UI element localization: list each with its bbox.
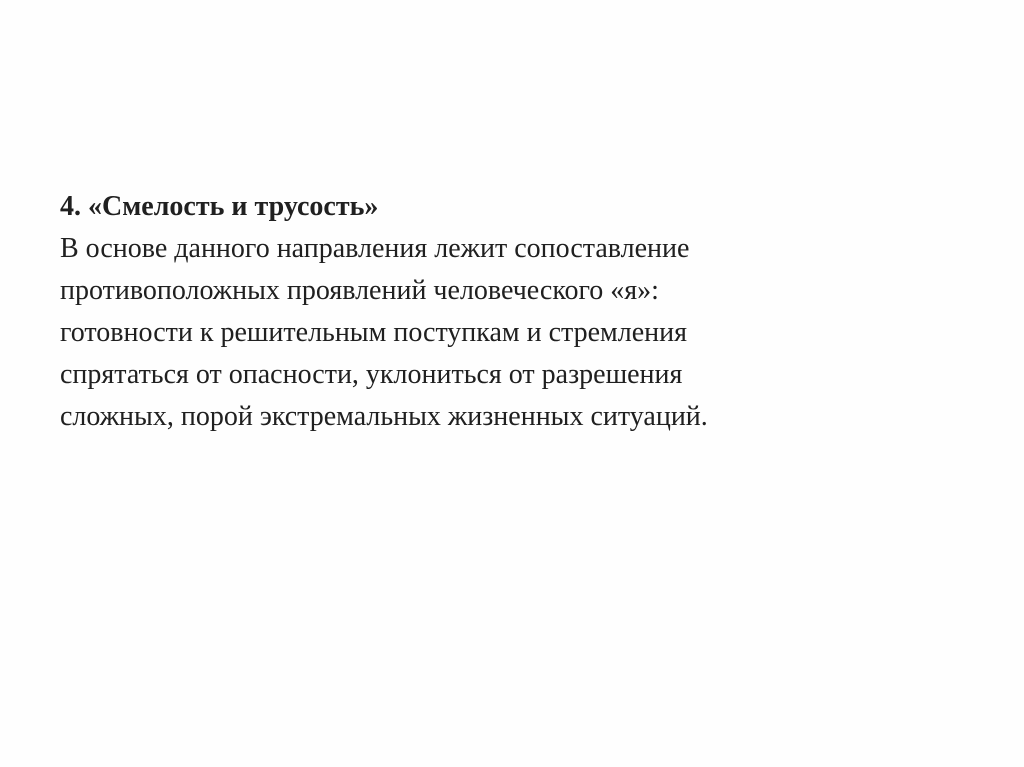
- body-line: В основе данного направления лежит сопоставление: [60, 233, 690, 264]
- body-line: противоположных проявлений человеческого «я»:: [60, 275, 659, 306]
- body-line: сложных, порой экстремальных жизненных ситуаций.: [60, 401, 708, 432]
- body-line: спрятаться от опасности, уклониться от разрешения: [60, 359, 683, 390]
- slide-heading: 4. «Смелость и трусость»: [60, 191, 379, 222]
- slide-text-block: [60, 186, 960, 438]
- body-line: готовности к решительным поступкам и стремления: [60, 317, 688, 348]
